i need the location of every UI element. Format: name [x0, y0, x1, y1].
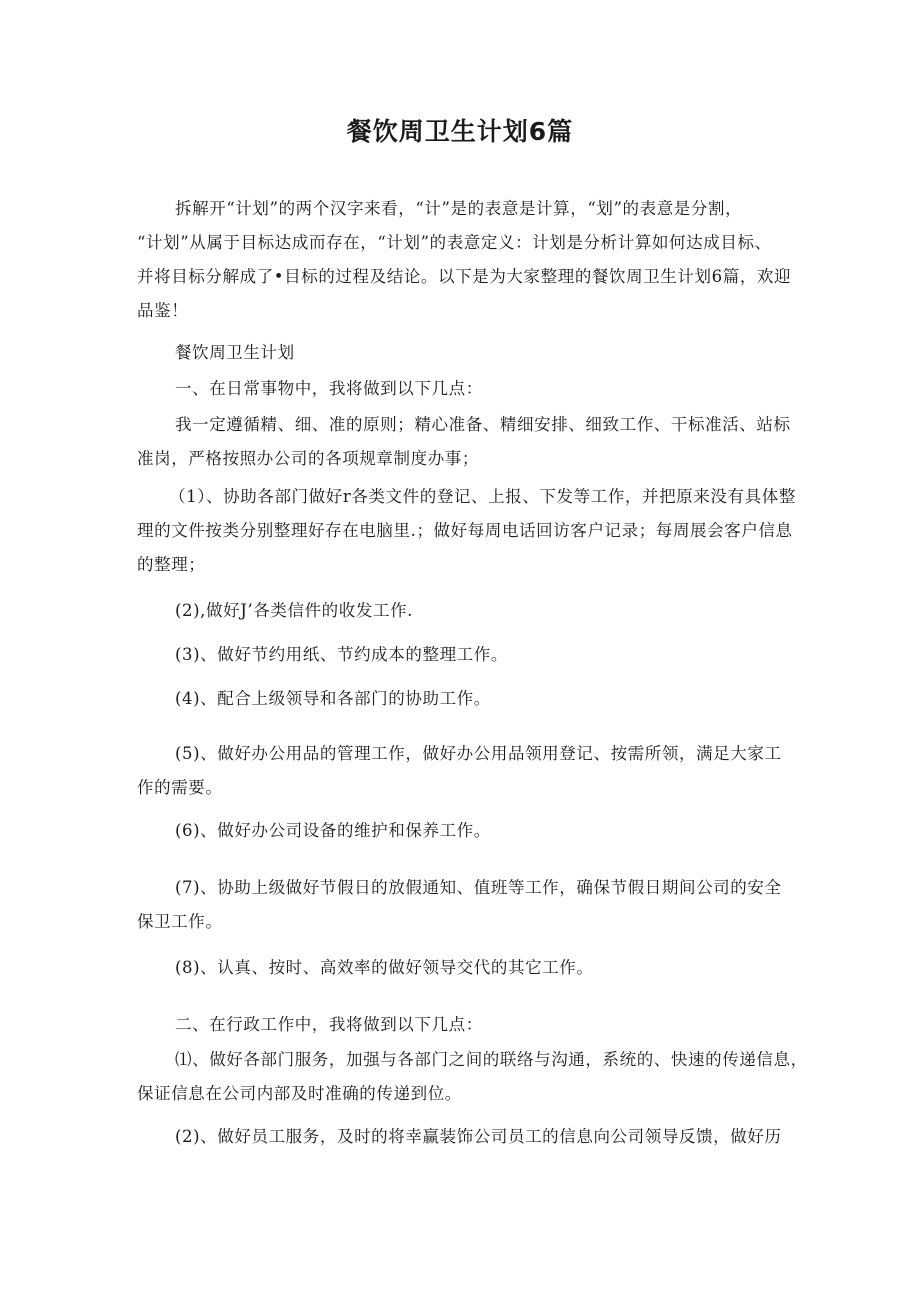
principle-line: 我一定遵循精、细、准的原则；精心准备、精细安排、细致工作、干标准活、站标 — [175, 415, 791, 434]
plan-subtitle: 餐饮周卫生计划 — [175, 343, 295, 362]
list-item-4: (4)、配合上级领导和各部门的协助工作。 — [175, 689, 491, 708]
intro-paragraph — [137, 192, 791, 328]
list-item-8: (8)、认真、按时、高效率的做好领导交代的其它工作。 — [175, 958, 594, 977]
section1-heading: 一、在日常事物中，我将做到以下几点： — [175, 379, 483, 398]
list-item-7 — [137, 871, 782, 939]
list-item-line: (7)、协助上级做好节假日的放假通知、值班等工作，确保节假日期间公司的安全 — [175, 878, 782, 897]
list-item-1 — [137, 480, 796, 582]
intro-line: “计划”从属于目标达成而存在，“计划”的表意定义：计划是分析计算如何达成目标、 — [137, 233, 772, 252]
section2-item-2: (2)、做好员工服务，及时的将幸赢装饰公司员工的信息向公司领导反馈，做好历 — [175, 1127, 782, 1146]
intro-line: 并将目标分解成了•目标的过程及结论。以下是为大家整理的餐饮周卫生计划6篇，欢迎 — [137, 267, 792, 286]
intro-line: 品鉴！ — [137, 301, 189, 320]
list-item-6: (6)、做好办公司设备的维护和保养工作。 — [175, 821, 491, 840]
list-item-line: 保证信息在公司内部及时准确的传递到位。 — [137, 1084, 462, 1103]
list-item-line: （1）、协助各部门做好r各类文件的登记、上报、下发等工作，并把原来没有具体整 — [169, 487, 796, 506]
list-item-3: (3)、做好节约用纸、节约成本的整理工作。 — [175, 645, 508, 664]
intro-line: 拆解开“计划”的两个汉字来看，“计”是的表意是计算，“划”的表意是分割， — [175, 199, 743, 218]
list-item-line: 的整理； — [137, 555, 206, 574]
section2-item-1 — [137, 1043, 808, 1111]
list-item-line: 作的需要。 — [137, 778, 223, 797]
section2-heading: 二、在行政工作中，我将做到以下几点： — [175, 1015, 483, 1034]
principle-paragraph — [137, 408, 791, 476]
list-item-line: 理的文件按类分别整理好存在电脑里.；做好每周电话回访客户记录；每周展会客户信息 — [137, 521, 793, 540]
list-item-5 — [137, 737, 782, 805]
list-item-line: ⑴、做好各部门服务，加强与各部门之间的联络与沟通，系统的、快速的传递信息， — [175, 1050, 808, 1069]
list-item-line: (5)、做好办公用品的管理工作，做好办公用品领用登记、按需所领，满足大家工 — [175, 744, 782, 763]
document-title: 餐饮周卫生计划6篇 — [346, 117, 574, 146]
list-item-line: 保卫工作。 — [137, 912, 223, 931]
principle-line: 准岗，严格按照办公司的各项规章制度办事； — [137, 449, 479, 468]
list-item-2: (2),做好J’各类信件的收发工作. — [175, 601, 414, 620]
